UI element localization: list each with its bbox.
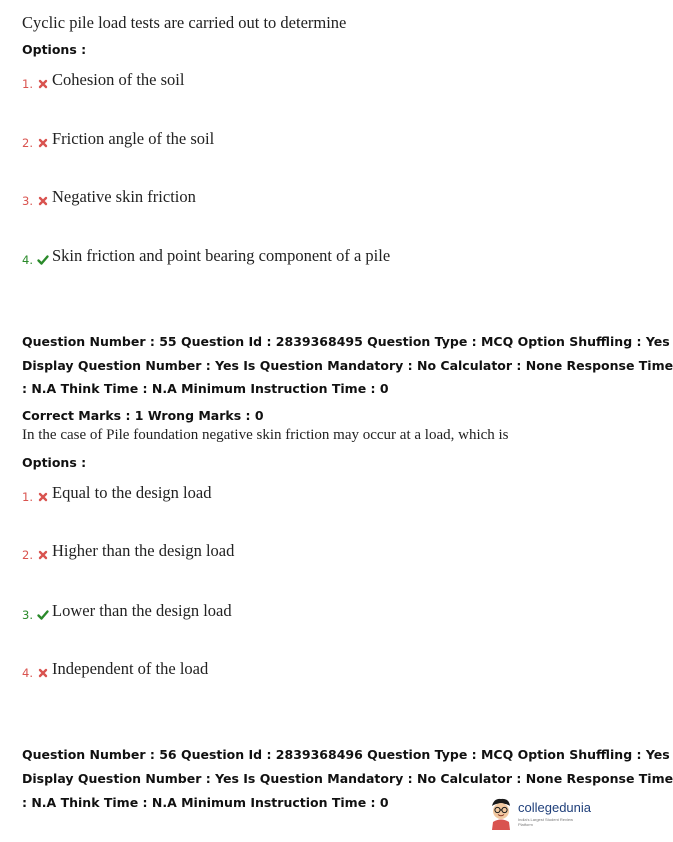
- cross-icon: [37, 549, 49, 561]
- question-meta-line: : N.A Think Time : N.A Minimum Instruction Time : 0: [22, 795, 389, 810]
- question-text: Cyclic pile load tests are carried out to determine: [22, 13, 347, 32]
- cross-icon: [37, 137, 49, 149]
- check-icon: [37, 254, 49, 266]
- cross-icon: [37, 195, 49, 207]
- option-number: 1.: [22, 77, 33, 91]
- question-meta-line: Display Question Number : Yes Is Question Mandatory : No Calculator : None Response Time: [22, 358, 673, 373]
- question-meta-line: : N.A Think Time : N.A Minimum Instruction Time : 0: [22, 381, 389, 396]
- option-text: Friction angle of the soil: [52, 129, 215, 148]
- option-text: Equal to the design load: [52, 483, 212, 502]
- option-number: 1.: [22, 490, 33, 504]
- option-text: Higher than the design load: [52, 541, 235, 560]
- collegedunia-logo: [488, 797, 592, 837]
- marks-line: Correct Marks : 1 Wrong Marks : 0: [22, 408, 264, 423]
- cross-icon: [37, 667, 49, 679]
- check-icon: [37, 609, 49, 621]
- question-meta-line: Question Number : 55 Question Id : 2839368495 Question Type : MCQ Option Shuffling : Yes: [22, 334, 670, 349]
- option-text: Skin friction and point bearing component of a pile: [52, 246, 391, 265]
- brand-name: collegedunia: [518, 800, 592, 815]
- option-text: Lower than the design load: [52, 601, 232, 620]
- question-meta-line: Question Number : 56 Question Id : 2839368496 Question Type : MCQ Option Shuffling : Yes: [22, 747, 670, 762]
- question-text: In the case of Pile foundation negative skin friction may occur at a load, which is: [22, 427, 509, 443]
- option-text: Negative skin friction: [52, 187, 196, 206]
- options-label: Options :: [22, 455, 87, 470]
- options-label: Options :: [22, 42, 87, 57]
- brand-tagline: India's Largest Student Review Platform: [518, 817, 574, 827]
- cross-icon: [37, 491, 49, 503]
- option-number: 3.: [22, 194, 33, 208]
- option-text: Cohesion of the soil: [52, 70, 185, 89]
- option-number: 2.: [22, 548, 33, 562]
- option-number: 4.: [22, 666, 33, 680]
- option-number: 4.: [22, 253, 33, 267]
- option-number: 2.: [22, 136, 33, 150]
- mascot-icon: [488, 797, 514, 831]
- option-text: Independent of the load: [52, 659, 209, 678]
- option-number: 3.: [22, 608, 33, 622]
- question-meta-line: Display Question Number : Yes Is Question Mandatory : No Calculator : None Response Time: [22, 771, 673, 786]
- cross-icon: [37, 78, 49, 90]
